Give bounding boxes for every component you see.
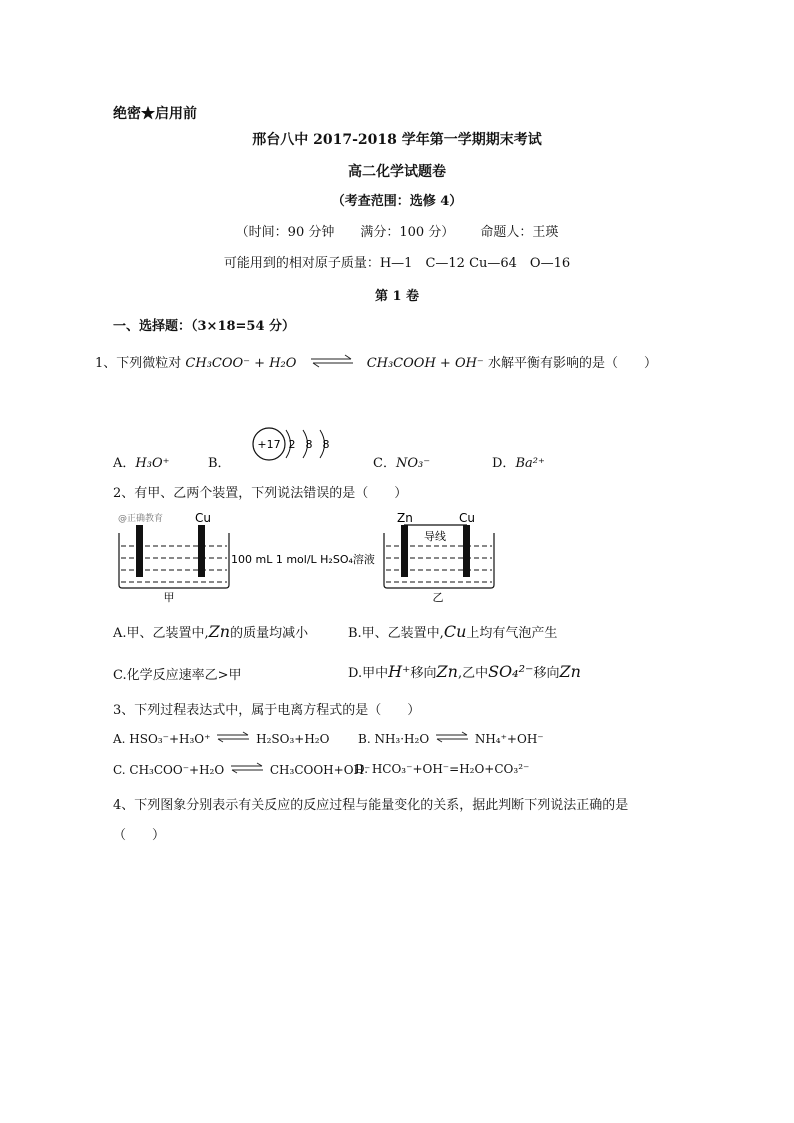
q3-option-a-right: H₂SO₃+H₂O (256, 732, 330, 746)
q1-option-b-label: B． (208, 456, 231, 471)
q2-option-a-post: 的质量均减小 (230, 626, 309, 641)
label-zn-yi: Zn (397, 511, 413, 525)
q2-option-d-sym2: Zn (559, 662, 581, 681)
shell-1-count: 2 (288, 438, 296, 451)
q3-option-b-left: B. NH₃·H₂O (358, 732, 430, 746)
q2-option-d-ion2: SO₄²⁻ (488, 662, 534, 681)
exam-score: 满分：100 分） (360, 225, 455, 240)
q3-option-b (358, 731, 544, 746)
q2-option-b-sym: Cu (443, 622, 467, 641)
wire-label: 导线 (424, 530, 446, 543)
electrode-cu-jia (198, 525, 205, 577)
exam-subtitle: 高二化学试题卷 (348, 164, 446, 180)
q1-option-d (492, 452, 545, 471)
q2-option-d-mid2: ,乙中 (457, 666, 489, 681)
label-cu-yi: Cu (459, 511, 475, 525)
q3-option-a (113, 731, 329, 746)
exam-title: 邢台八中 2017-2018 学年第一学期期末考试 (252, 132, 542, 148)
q1-equation-right: CH₃COOH + OH⁻ (366, 356, 484, 371)
q2-option-c: C.化学反应速率乙>甲 (113, 668, 242, 683)
beaker-jia (119, 511, 229, 604)
q2-stem: 2、有甲、乙两个装置，下列说法错误的是（ ） (113, 486, 408, 501)
q2-option-b-pre: B.甲、乙装置中, (348, 626, 444, 641)
q1-prefix: 1、下列微粒对 (95, 356, 182, 371)
label-cu-jia: Cu (195, 511, 211, 525)
shell-3-count: 8 (322, 438, 330, 451)
q3-option-b-right: NH₄⁺+OH⁻ (474, 732, 544, 746)
label-jia: 甲 (163, 591, 175, 604)
q2-option-d-sym1: Zn (436, 662, 458, 681)
q1-stem (95, 352, 657, 371)
exam-author: 命题人：王瑛 (480, 225, 559, 240)
q2-option-d-ion1: H⁺ (388, 662, 411, 681)
q2-apparatus-figure (113, 505, 513, 605)
q1-option-c (373, 452, 430, 471)
q1-option-d-text: Ba²⁺ (515, 456, 545, 471)
q1-option-a-text: H₃O⁺ (135, 456, 170, 471)
watermark-text: @正确教育 (118, 514, 164, 524)
equilibrium-arrow-icon (309, 352, 355, 370)
confidential-mark: 绝密★启用前 (113, 106, 197, 122)
q3-option-a-left: A. HSO₃⁻+H₃O⁺ (113, 732, 211, 746)
q2-option-b-post: 上均有气泡产生 (466, 626, 558, 641)
q1-option-a-label: A． (113, 456, 136, 471)
q3-option-c-left: C. CH₃COO⁻+H₂O (113, 763, 225, 777)
electrode-zn-yi (401, 525, 408, 577)
solution-label: 100 mL 1 mol/L H₂SO₄溶液 (231, 553, 375, 566)
exam-scope: （考查范围：选修 4） (331, 194, 463, 209)
label-yi: 乙 (432, 591, 444, 604)
exam-info (0, 221, 794, 240)
shell-2-count: 8 (305, 438, 313, 451)
chlorine-atom-structure-icon (248, 423, 340, 467)
q2-option-d (348, 662, 581, 681)
q1-option-c-text: NO₃⁻ (395, 456, 431, 471)
atomic-mass-line: 可能用到的相对原子质量：H—1 C—12 Cu—64 O—16 (223, 256, 571, 271)
volume-label: 第 1 卷 (374, 289, 420, 304)
q4-answer-paren: （ ） (113, 828, 166, 843)
q2-option-a-sym: Zn (208, 622, 231, 641)
q4-stem: 4、下列图象分别表示有关反应的反应过程与能量变化的关系，据此判断下列说法正确的是 (113, 798, 629, 813)
q1-equation-left: CH₃COO⁻ + H₂O (185, 356, 297, 371)
q3-option-c (113, 762, 370, 777)
nucleus-charge: +17 (257, 438, 281, 451)
q2-option-b (348, 622, 557, 641)
equilibrium-arrow-icon (435, 731, 469, 743)
section-title: 一、选择题：（3×18=54 分） (113, 319, 296, 334)
q1-suffix: 水解平衡有影响的是（ ） (487, 356, 657, 371)
exam-time: （时间：90 分钟 (235, 225, 335, 240)
electrode-cu-yi (463, 525, 470, 577)
q2-option-d-mid3: 移向 (533, 666, 560, 681)
electrode-left-jia (136, 525, 143, 577)
q1-option-c-label: C． (373, 456, 396, 471)
q1-option-a (113, 452, 169, 471)
q2-option-a-pre: A.甲、乙装置中, (113, 626, 209, 641)
equilibrium-arrow-icon (230, 762, 264, 774)
q3-option-c-right: CH₃COOH+OH⁻ (269, 763, 371, 777)
q2-option-a (113, 622, 308, 641)
q3-option-d: D. HCO₃⁻+OH⁻=H₂O+CO₃²⁻ (355, 762, 530, 776)
q3-stem: 3、下列过程表达式中，属于电离方程式的是（ ） (113, 703, 421, 718)
equilibrium-arrow-icon (216, 731, 250, 743)
beaker-yi (384, 511, 494, 604)
q2-option-d-mid1: 移向 (410, 666, 437, 681)
q1-option-d-label: D． (492, 456, 516, 471)
q2-option-d-pre: D.甲中 (348, 666, 389, 681)
